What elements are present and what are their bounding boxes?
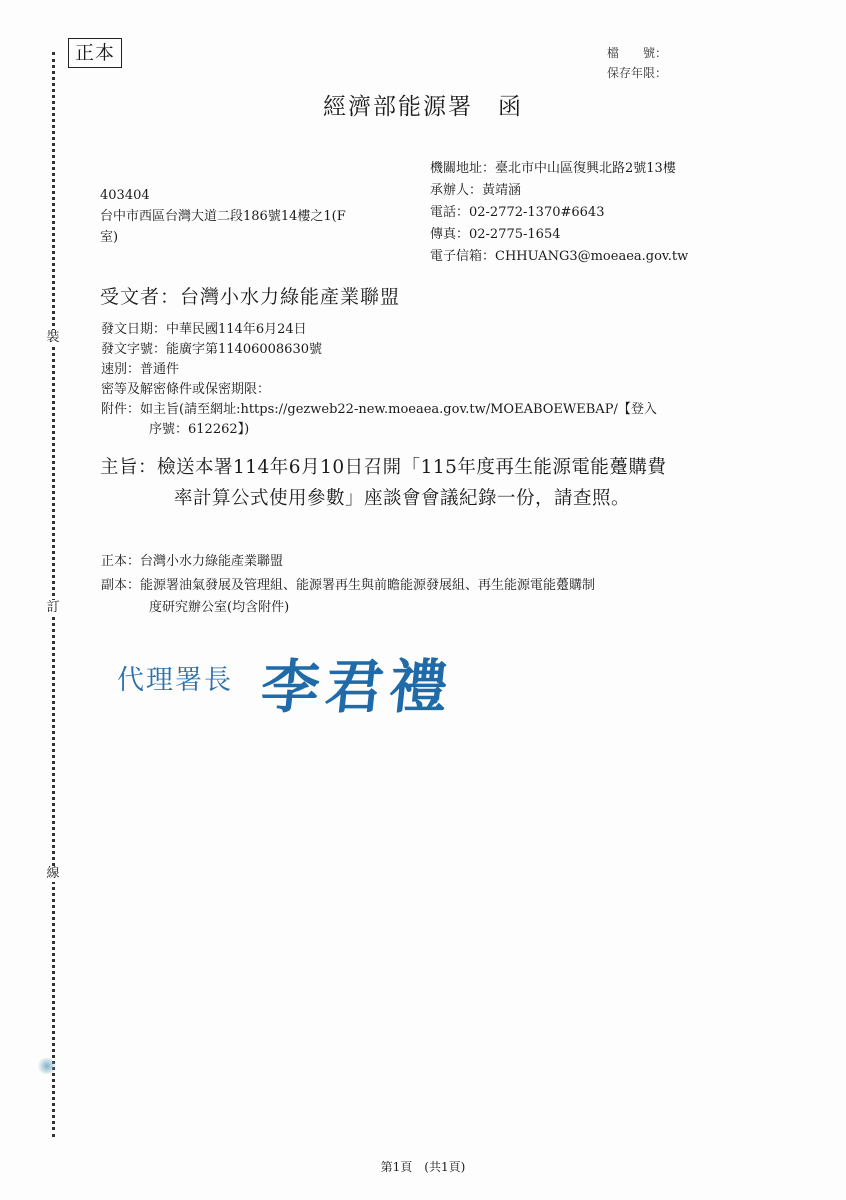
subject [100, 452, 666, 514]
recipient: 受文者：台灣小水力綠能產業聯盟 [100, 286, 401, 308]
archive-file-no: 檔 號： [607, 46, 668, 60]
distribution-original: 正本：台灣小水力綠能產業聯盟 [101, 554, 284, 569]
meta-attachment-2: 序號：612262】) [149, 422, 250, 437]
postal-code: 403404 [100, 188, 150, 203]
distribution-copy-2: 度研究辦公室(均含附件) [149, 600, 290, 615]
subject-line-1: 主旨：檢送本署114年6月10日召開「115年度再生能源電能躉購費 [100, 457, 667, 478]
address-line-1: 台中市西區台灣大道二段186號14樓之1(F [100, 209, 346, 224]
email: 電子信箱：CHHUANG3@moeaea.gov.tw [430, 249, 689, 264]
address-line-2: 室) [100, 230, 119, 245]
signature-title: 代理署長 [117, 665, 233, 696]
meta-date: 發文日期：中華民國114年6月24日 [101, 322, 307, 337]
binding-mark-zhuang: 裝 [46, 330, 60, 345]
subject-line-2: 率計算公式使用參數」座談會會議紀錄一份，請查照。 [174, 488, 631, 509]
ink-smudge [36, 1058, 58, 1074]
page-footer: 第1頁 (共1頁) [380, 1160, 466, 1174]
fax: 傳真：02-2775-1654 [430, 227, 561, 242]
archive-retention: 保存年限： [607, 66, 668, 80]
meta-speed: 速別：普通件 [101, 362, 180, 377]
meta-secrecy: 密等及解密條件或保密期限： [101, 382, 271, 397]
document-title: 經濟部能源署 函 [323, 94, 523, 120]
meta-doc-no: 發文字號：能廣字第11406008630號 [101, 342, 322, 357]
copy-stamp: 正本 [68, 38, 122, 68]
meta-attachment-1: 附件：如主旨(請至網址:https://gezweb22-new.moeaea.gov.tw/MOEABOEWEBAP/【登入 [101, 402, 657, 417]
binding-mark-xian: 線 [46, 866, 60, 881]
signature-name: 李君禮 [257, 653, 458, 721]
agency-address: 機關地址：臺北市中山區復興北路2號13樓 [430, 161, 676, 176]
binding-line [52, 52, 55, 1137]
handler: 承辦人：黃靖涵 [430, 183, 522, 198]
binding-mark-ding: 訂 [46, 600, 60, 615]
phone: 電話：02-2772-1370#6643 [430, 205, 605, 220]
distribution-copy-1: 副本：能源署油氣發展及管理組、能源署再生與前瞻能源發展組、再生能源電能躉購制 [101, 578, 596, 593]
